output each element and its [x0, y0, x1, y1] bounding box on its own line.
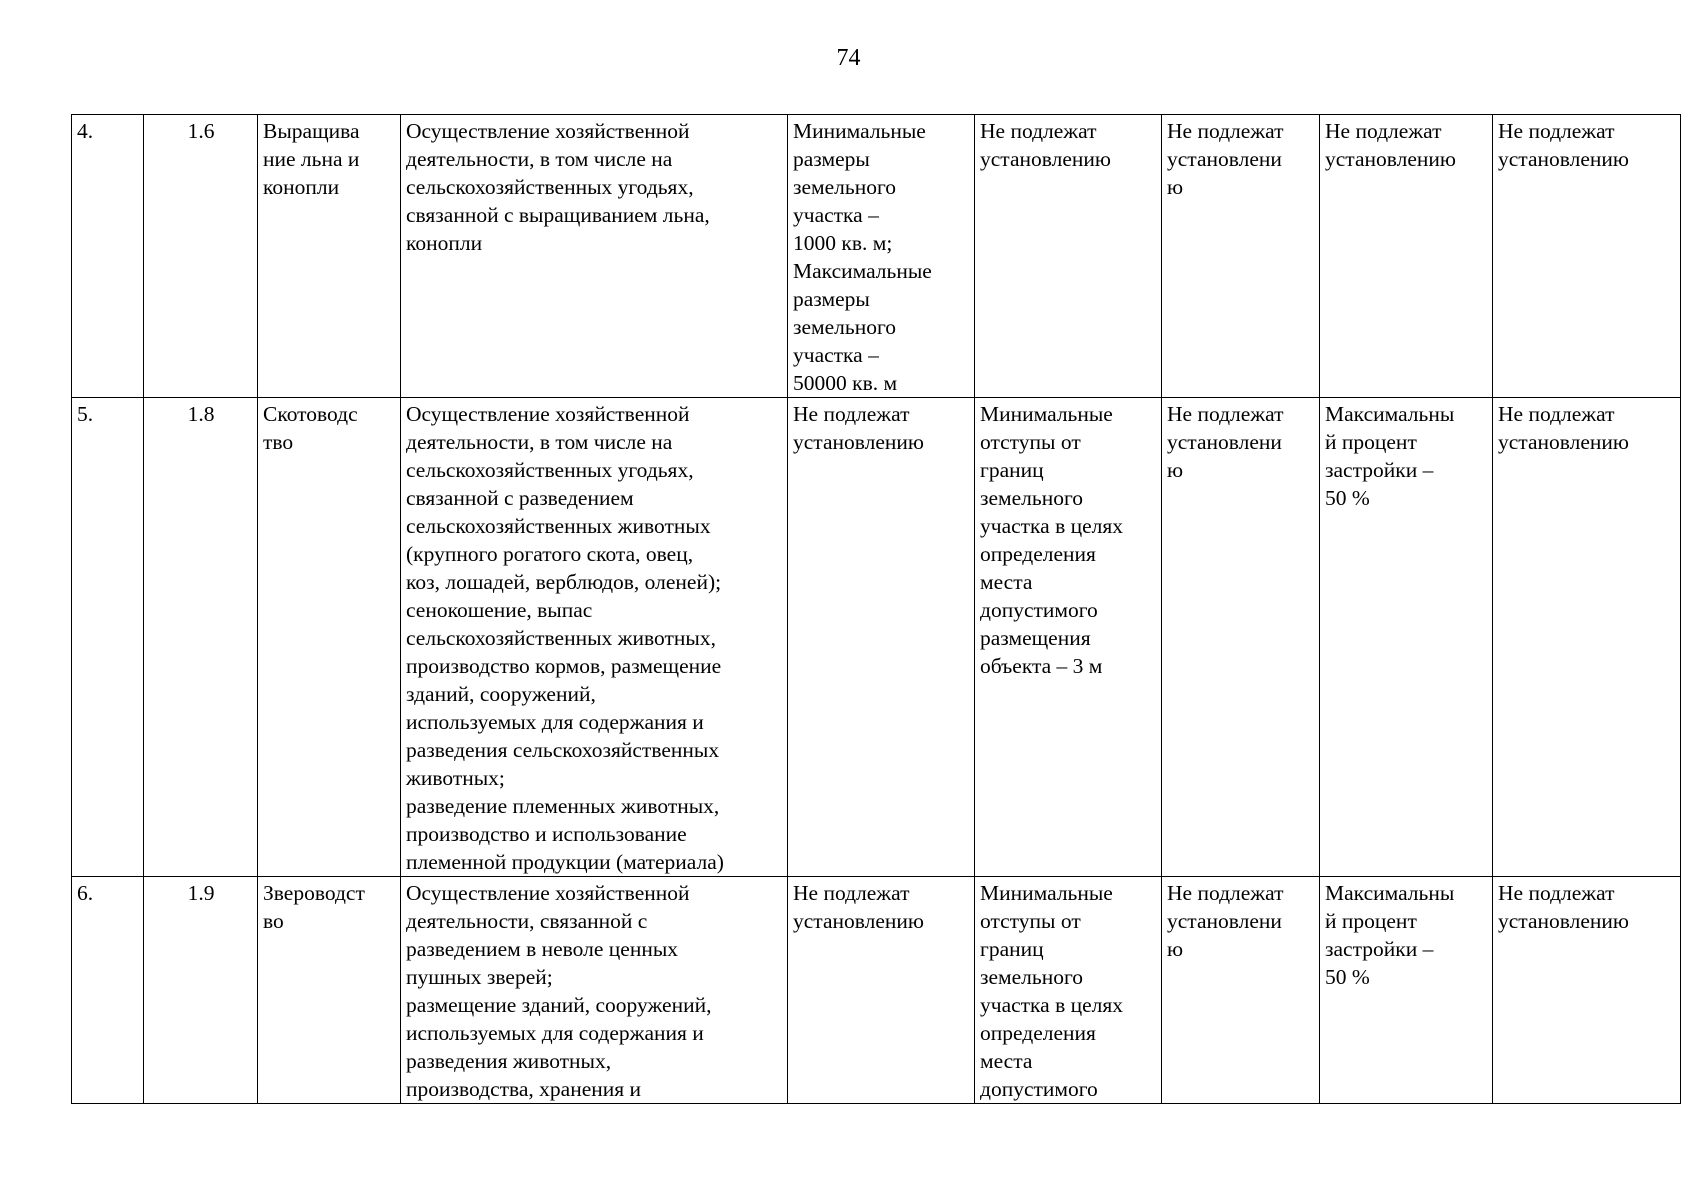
row-number: 6. [72, 877, 144, 1104]
building-coverage: Максимальны й процент застройки – 50 % [1320, 877, 1493, 1104]
max-floors: Не подлежат установлени ю [1162, 877, 1320, 1104]
use-description: Осуществление хозяйственной деятельности, в том числе на сельскохозяйственных угодьях, связанной с выращиванием льна, конопли [401, 115, 788, 398]
use-description: Осуществление хозяйственной деятельности, связанной с разведением в неволе ценных пушных зверей; размещение зданий, сооружений, используемых для содержания и разведения животных, производства, хранения и [401, 877, 788, 1104]
max-floors: Не подлежат установлени ю [1162, 398, 1320, 877]
page-number: 74 [836, 45, 861, 71]
setbacks: Не подлежат установлению [975, 115, 1162, 398]
plot-sizes: Не подлежат установлению [788, 398, 975, 877]
use-code: 1.8 [144, 398, 258, 877]
building-coverage: Максимальны й процент застройки – 50 % [1320, 398, 1493, 877]
row-number: 4. [72, 115, 144, 398]
use-code: 1.9 [144, 877, 258, 1104]
use-name: Скотоводс тво [258, 398, 401, 877]
max-floors: Не подлежат установлени ю [1162, 115, 1320, 398]
land-use-regulations-table [71, 114, 1681, 1104]
use-name: Выращива ние льна и конопли [258, 115, 401, 398]
other-parameters: Не подлежат установлению [1493, 877, 1681, 1104]
building-coverage: Не подлежат установлению [1320, 115, 1493, 398]
use-name: Звероводст во [258, 877, 401, 1104]
use-description: Осуществление хозяйственной деятельности, в том числе на сельскохозяйственных угодьях, связанной с разведением сельскохозяйственных животных (крупного рогатого скота, овец, коз, лошадей, верблюдов, оленей); сенокошение, выпас сельскохозяйственных животных, производство кормов, размещение зданий, сооружений, используемых для содержания и разведения сельскохозяйственных животных; разведение племенных животных, производство и использование племенной продукции (материала) [401, 398, 788, 877]
other-parameters: Не подлежат установлению [1493, 115, 1681, 398]
setbacks: Минимальные отступы от границ земельного участка в целях определения места допустимого размещения объекта – 3 м [975, 398, 1162, 877]
row-number: 5. [72, 398, 144, 877]
plot-sizes: Минимальные размеры земельного участка – 1000 кв. м; Максимальные размеры земельного участка – 50000 кв. м [788, 115, 975, 398]
setbacks: Минимальные отступы от границ земельного участка в целях определения места допустимого [975, 877, 1162, 1104]
other-parameters: Не подлежат установлению [1493, 398, 1681, 877]
table-row [72, 398, 1681, 877]
table-row [72, 877, 1681, 1104]
plot-sizes: Не подлежат установлению [788, 877, 975, 1104]
table-row [72, 115, 1681, 398]
use-code: 1.6 [144, 115, 258, 398]
